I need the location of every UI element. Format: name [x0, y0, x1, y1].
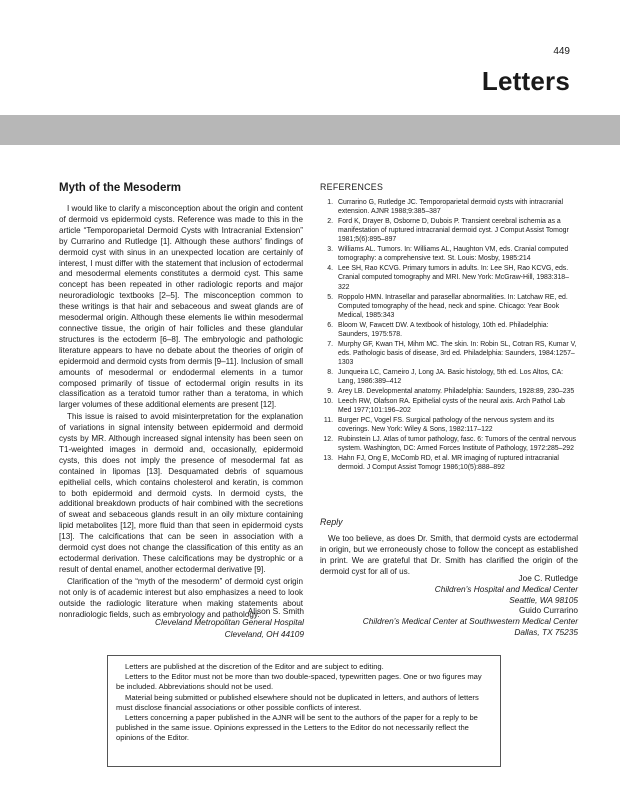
reply-section [320, 517, 578, 578]
reference-text: Currarino G, Rutledge JC. Temporoparietal dermoid cysts with intracranial extension. AJNR 1988;9:385–387 [338, 199, 564, 216]
letter-paragraph: This issue is raised to avoid misinterpretation for the explanation of variations in signal intensity between epidermoid and dermoid cysts by MR. Although increased signal intensity has been seen on T1-weighted images in dermoid and, occasionally, epidermoid cysts, this does not imply the presence of mesodermal fat as contained in lipomas [13]. Desquamated debris of squamous epithelial cells, which contains cholesterol and keratin, is common to both epidermoid and dermoid cysts. In dermoid cysts, the additional breakdown products of hair combined with the secretions of sweat and sebaceous glands result in an oily mixture containing lipid metabolites [12], more fluid than that seen in epidermoid cysts [13]. The calcifications that can be seen in association with a dermoid cyst does not change the classification of this entity as an ectodermal derivation. These calcifications may be dystrophic or a result of dental enamel, another ectodermal derivative [9]. [59, 412, 303, 574]
reference-number: 8. [327, 368, 333, 376]
reference-text: Williams AL. Tumors. In: Williams AL, Haughton VM, eds. Cranial computed tomography: a comprehensive text. St. Louis: Mosby, 1985:214 [338, 246, 569, 263]
reference-item [320, 264, 578, 291]
reference-text: Murphy GF, Kwan TH, Mihm MC. The skin. In: Robin SL, Cotran RS, Kumar V, eds. Pathologic basis of disease, 3rd ed. Philadelphia: Saunders, 1984:1257–1303 [338, 340, 577, 366]
reference-item [320, 217, 578, 244]
reference-number: 13. [323, 455, 333, 463]
notice-paragraph: Letters concerning a paper published in the AJNR will be sent to the authors of the paper for a reply to be published in the same issue. Opinions expressed in the Letters to the Editor do not necessarily reflect the opinions of the Editor. [116, 713, 478, 743]
reference-item [320, 454, 578, 472]
reference-number: 6. [327, 321, 333, 329]
letter-column [59, 182, 303, 621]
reference-item [320, 397, 578, 415]
reference-number: 4. [327, 265, 333, 273]
reference-item [320, 416, 578, 434]
page-number: 449 [553, 46, 570, 57]
reference-text: Ford K, Drayer B, Osborne D, Dubois P. Transient cerebral ischemia as a manifestation of ruptured intracranial dermoid cyst. J Comput Assist Tomogr 1981;5(6):895–897 [338, 218, 569, 244]
letter-signature [155, 606, 304, 640]
reference-number: 12. [323, 436, 333, 444]
notice-paragraph: Letters to the Editor must not be more than two double-spaced, typewritten pages. One or two figures may be included. Abbreviations should not be used. [116, 672, 482, 692]
header-band [0, 115, 620, 145]
letter-paragraph: Clarification of the “myth of the mesoderm” of dermoid cyst origin not only is of academic interest but also emphasizes a need to look outside the radiologic literature when making statements about nonradiologic fields, such as embryology and pathology. [59, 576, 303, 619]
reply-author-1: Joe C. Rutledge [518, 573, 578, 583]
letter-institution: Cleveland Metropolitan General Hospital [155, 617, 304, 628]
reference-item [320, 245, 578, 263]
notice-paragraph: Letters are published at the discretion of the Editor and are subject to editing. [125, 662, 384, 671]
reply-paragraph: We too believe, as does Dr. Smith, that dermoid cysts are ectodermal in origin, but we erroneously chose to follow the concept as established in print. We are grateful that Dr. Smith has clarified the origin of the dermoid cyst for all of us. [320, 534, 578, 576]
reference-text: Hahn FJ, Ong E, McComb RD, et al. MR imaging of ruptured intracranial dermoid. J Comput Assist Tomogr 1986;10(5):888–892 [338, 455, 559, 472]
reply-location-1: Seattle, WA 98105 [509, 594, 578, 605]
reply-author-2: Guido Currarino [518, 605, 578, 616]
letter-paragraph: I would like to clarify a misconception about the origin and content of dermoid vs epidermoid cysts. Reference was made to this in the article “Temporoparietal Dermoid Cysts with Intracranial Extension” by Currarino and Rutledge [1]. Although these authors’ findings of dermoid cyst with sinus in an unexpected location are certainly of interest, I must differ with the statement that inclusion of ectodermal and mesodermal elements constitutes a dermoid cyst. This same concept has been repeated in other radiologic reports and major neuroradiologic textbooks [2–5]. The misconception common to these writings is that hair and sebaceous and sweat glands are of mesodermal origin. Although these elements lie within mesodermal connective tissue, the origin of hair follicles and these glandular structures is the ectoderm [6–8]. The embryologic and pathologic literature appears to have no debate about the theories of origin of epidermoid and dermoid cysts from dermis [9–11]. Inclusion of small amounts of mesodermal or endodermal elements in a tumor composed primarily of tissue of ectodermal origin results in its classification as a teratoid tumor rather than a teratoma, in which larger volumes of these additional elements are present [12]. [59, 204, 303, 410]
reference-number: 3. [327, 246, 333, 254]
reference-number: 11. [323, 417, 333, 425]
reference-item [320, 293, 578, 320]
reference-number: 7. [327, 340, 333, 348]
reference-text: Burger PC, Vogel FS. Surgical pathology of the nervous system and its coverings. New York: Wiley & Sons, 1982:117–122 [338, 417, 555, 434]
reference-number: 9. [327, 388, 333, 395]
reference-item [320, 198, 578, 216]
reference-item [320, 387, 578, 396]
reference-number: 10. [323, 397, 333, 405]
letter-author: Alison S. Smith [247, 606, 304, 616]
references-list [320, 198, 578, 472]
reference-number: 5. [327, 293, 333, 301]
reply-institution-1: Children’s Hospital and Medical Center [434, 583, 578, 594]
reply-heading: Reply [320, 517, 343, 527]
notice-paragraph: Material being submitted or published elsewhere should not be duplicated in letters, and authors of letters must disclose financial associations or other possible conflicts of interest. [116, 692, 479, 712]
reference-item [320, 321, 578, 339]
reply-location-2: Dallas, TX 75235 [514, 626, 578, 637]
letter-location: Cleveland, OH 44109 [224, 628, 304, 639]
reference-number: 1. [327, 199, 333, 206]
reference-text: Rubinstein LJ. Atlas of tumor pathology, fasc. 6: Tumors of the central nervous system. Washington, DC: Armed Forces Institute of Pathology, 1972:285–292 [338, 436, 577, 453]
reference-text: Leech RW, Olafson RA. Epithelial cysts of the neural axis. Arch Pathol Lab Med 1977;101:196–202 [338, 397, 565, 415]
reference-text: Junqueira LC, Carneiro J, Long JA. Basic histology, 5th ed. Los Altos, CA: Lang, 1986:389–412 [338, 368, 564, 386]
editorial-notice-box [107, 655, 501, 767]
reply-institution-2: Children’s Medical Center at Southwestern Medical Center [362, 616, 578, 627]
references-column [320, 182, 578, 473]
references-heading: REFERENCES [320, 182, 384, 192]
reply-signature [363, 573, 578, 638]
reference-text: Bloom W, Fawcett DW. A textbook of histology, 10th ed. Philadelphia: Saunders, 1975:578. [338, 321, 549, 338]
section-title: Letters [481, 66, 570, 96]
reference-item [320, 340, 578, 367]
reference-text: Lee SH, Rao KCVG. Primary tumors in adults. In: Lee SH, Rao KCVG, eds. Cranial computed tomography and MRI. New York: McGraw-Hill, 1983:318–322 [338, 265, 569, 291]
letter-title: Myth of the Mesoderm [59, 182, 182, 194]
reference-item [320, 435, 578, 453]
reference-text: Arey LB. Developmental anatomy. Philadelphia: Saunders, 1928:89, 230–235 [338, 388, 575, 395]
reference-text: Roppolo HMN. Intrasellar and parasellar abnormalities. In: Latchaw RE, ed. Computed tomography of the head, neck and spine. Chicago: Year Book Medical, 1985:343 [338, 293, 568, 319]
reference-number: 2. [327, 218, 333, 226]
reference-item [320, 368, 578, 386]
